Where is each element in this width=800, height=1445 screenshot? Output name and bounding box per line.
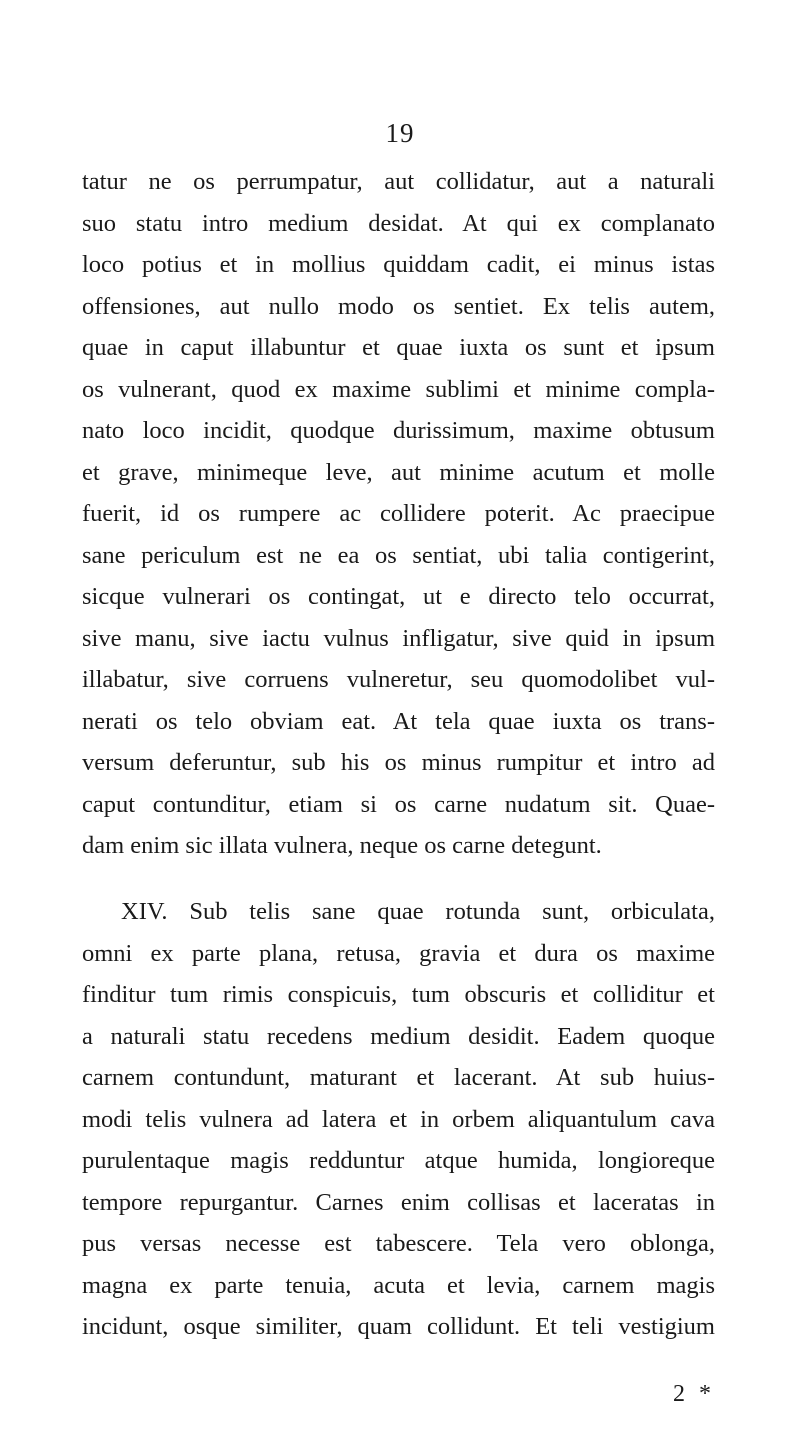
text-line: versum deferuntur, sub his os minus rumpitur et intro ad	[82, 749, 715, 776]
signature-mark: 2 *	[673, 1381, 715, 1407]
text-line: pus versas necesse est tabescere. Tela vero oblonga,	[82, 1230, 715, 1257]
text-line: purulentaque magis redduntur atque humida, longioreque	[82, 1147, 715, 1174]
text-line: finditur tum rimis conspicuis, tum obscuris et colliditur et	[82, 981, 715, 1008]
text-line: dam enim sic illata vulnera, neque os carne detegunt.	[82, 832, 602, 859]
text-line: illabatur, sive corruens vulneretur, seu quomodolibet vul-	[82, 666, 715, 693]
text-line: sane periculum est ne ea os sentiat, ubi talia contigerint,	[82, 541, 715, 569]
text-line: nato loco incidit, quodque durissimum, maxime obtusum	[82, 417, 715, 444]
text-line: tempore repurgantur. Carnes enim collisas et laceratas in	[82, 1188, 715, 1216]
text-line: fuerit, id os rumpere ac collidere poterit. Ac praecipue	[82, 500, 715, 527]
page-number: 19	[385, 118, 415, 148]
text-line: sicque vulnerari os contingat, ut e directo telo occurrat,	[82, 583, 715, 610]
text-line: quae in caput illabuntur et quae iuxta os sunt et ipsum	[82, 334, 715, 361]
section-heading-line: XIV. Sub telis sane quae rotunda sunt, orbiculata,	[121, 898, 715, 925]
text-line: loco potius et in mollius quiddam cadit, ei minus istas	[82, 251, 715, 278]
text-line: et grave, minimeque leve, aut minime acutum et molle	[82, 458, 715, 486]
text-line: omni ex parte plana, retusa, gravia et dura os maxime	[82, 939, 715, 967]
text-line: offensiones, aut nullo modo os sentiet. Ex telis autem,	[82, 292, 715, 320]
text-line: sive manu, sive iactu vulnus infligatur, sive quid in ipsum	[82, 624, 715, 652]
text-line: a naturali statu recedens medium desidit. Eadem quoque	[82, 1022, 715, 1050]
text-line: caput contunditur, etiam si os carne nudatum sit. Quae-	[82, 790, 715, 818]
text-line: magna ex parte tenuia, acuta et levia, carnem magis	[82, 1271, 715, 1299]
text-line: os vulnerant, quod ex maxime sublimi et minime compla-	[82, 375, 715, 403]
text-line: tatur ne os perrumpatur, aut collidatur, aut a naturali	[82, 168, 715, 195]
text-line: nerati os telo obviam eat. At tela quae iuxta os trans-	[82, 707, 715, 735]
text-line: suo statu intro medium desidat. At qui ex complanato	[82, 209, 715, 237]
text-line: modi telis vulnera ad latera et in orbem aliquantulum cava	[82, 1105, 715, 1133]
text-line: carnem contundunt, maturant et lacerant. At sub huius-	[82, 1064, 715, 1091]
text-line: incidunt, osque similiter, quam collidunt. Et teli vestigium	[82, 1313, 715, 1340]
